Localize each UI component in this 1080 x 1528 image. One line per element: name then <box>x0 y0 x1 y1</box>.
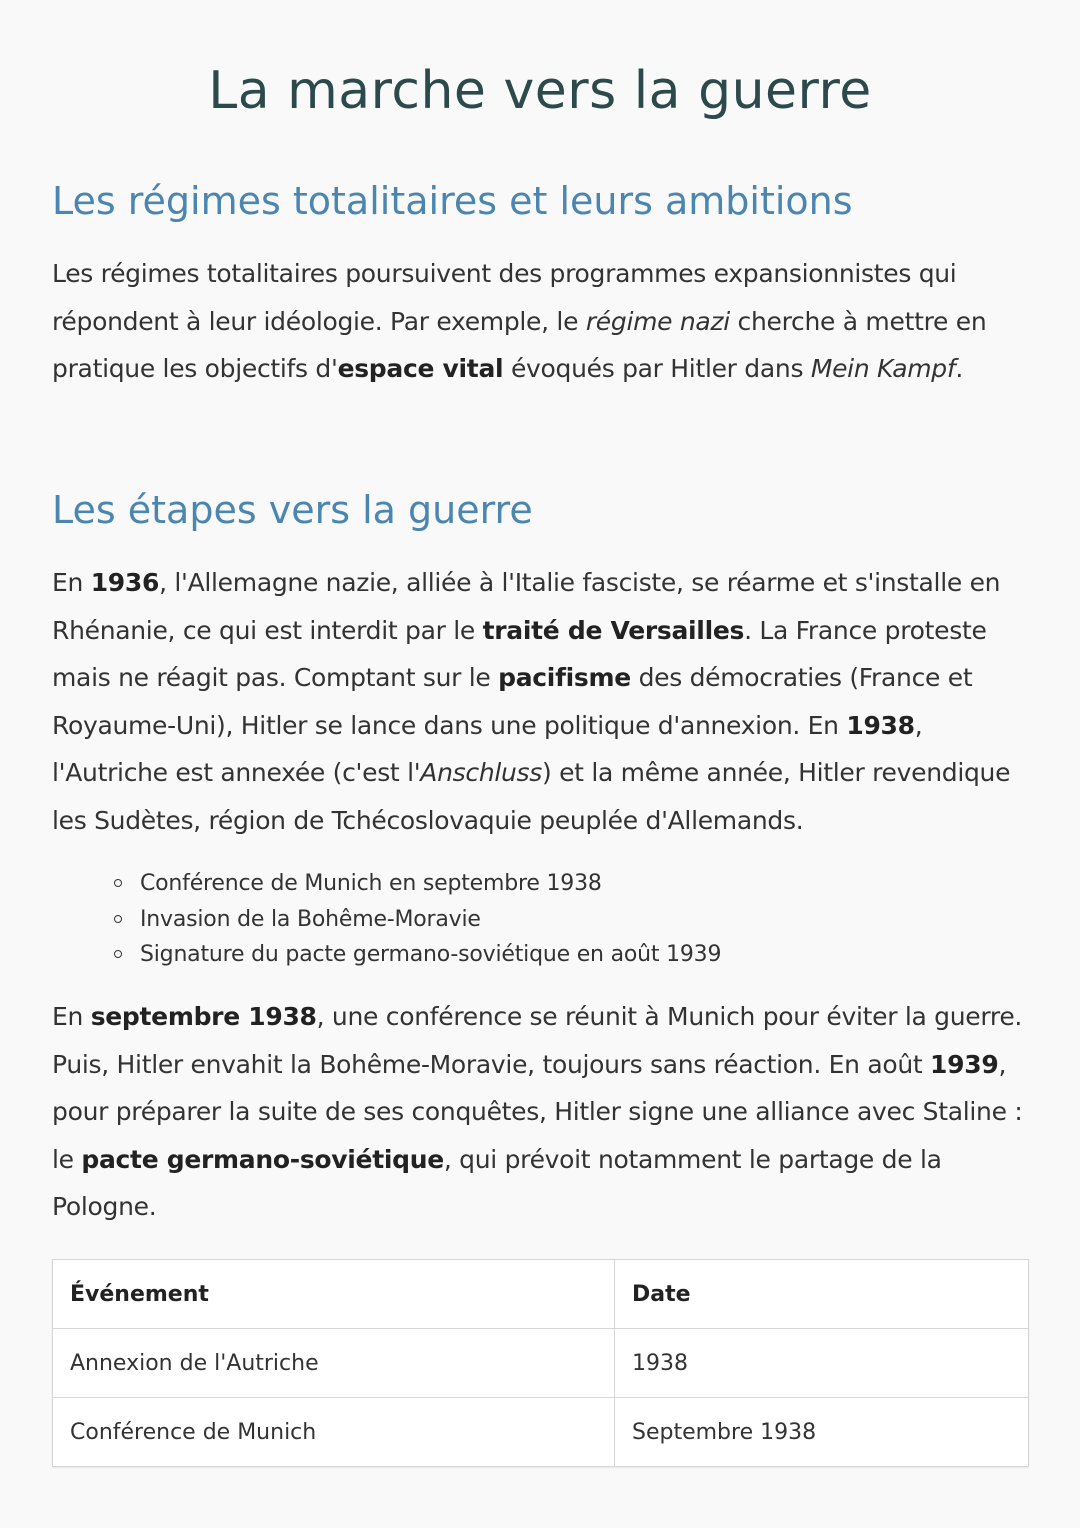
bold-term: septembre 1938 <box>90 1002 317 1031</box>
table-cell-date: 1938 <box>615 1329 1029 1398</box>
italic-term: régime nazi <box>585 306 730 336</box>
circle-bullet-icon <box>114 879 122 887</box>
table-cell-event: Annexion de l'Autriche <box>53 1329 615 1398</box>
column-header-date: Date <box>615 1260 1029 1329</box>
circle-bullet-icon <box>114 950 122 958</box>
text-run: En <box>52 568 91 597</box>
text-run: En <box>52 1002 91 1031</box>
text-run: , une conférence se réunit à Munich pour éviter la guerre. Puis, Hitler envahit la Bohême-Moravie, toujours sans réaction. En août <box>52 1002 1023 1079</box>
bold-term: 1938 <box>846 710 915 740</box>
table-cell-event: Conférence de Munich <box>53 1398 615 1467</box>
table-cell-date: Septembre 1938 <box>615 1398 1029 1467</box>
steps-list <box>138 866 721 973</box>
text-run: , pour préparer la suite de ses conquêtes, Hitler signe une alliance avec Staline : le <box>52 1049 1023 1174</box>
paragraph-steps <box>52 559 1028 844</box>
column-header-event: Événement <box>53 1260 615 1329</box>
text-run: . <box>955 354 964 383</box>
text-run: , l'Allemagne nazie, alliée à l'Italie fasciste, se réarme et s'installe en Rhénanie, ce qui est interdit par le <box>52 568 1001 645</box>
text-run: . La France proteste mais ne réagit pas. Comptant sur le <box>52 615 987 692</box>
list-item <box>138 902 721 938</box>
table-row <box>53 1398 1029 1467</box>
text-run: évoqués par Hitler dans <box>503 354 811 383</box>
section-heading-totalitarian: Les régimes totalitaires et leurs ambitions <box>52 179 853 223</box>
paragraph-totalitarian <box>52 250 1028 393</box>
bold-term: pacte germano-soviétique <box>81 1144 444 1174</box>
bold-term: traité de Versailles <box>482 615 745 645</box>
page-title: La marche vers la guerre <box>208 61 872 121</box>
list-item-text: Invasion de la Bohême-Moravie <box>140 906 481 932</box>
italic-term: Mein Kampf <box>810 354 956 383</box>
text-run: ) et la même année, Hitler revendique les Sudètes, région de Tchécoslovaquie peuplée d'Allemands. <box>52 758 1011 835</box>
text-run: Les régimes totalitaires poursuivent des programmes expansionnistes qui répondent à leur idéologie. Par exemple, le <box>52 259 957 336</box>
list-item-text: Conférence de Munich en septembre 1938 <box>140 871 602 896</box>
bold-term: pacifisme <box>498 663 631 692</box>
text-run: , qui prévoit notamment le partage de la Pologne. <box>52 1144 942 1221</box>
bold-term: espace vital <box>337 354 504 383</box>
bold-term: 1939 <box>930 1049 999 1079</box>
bold-term: 1936 <box>90 568 160 597</box>
table-row <box>53 1329 1029 1398</box>
italic-term: Anschluss <box>420 758 542 787</box>
text-run: des démocraties (France et Royaume-Uni), Hitler se lance dans une politique d'annexion. En <box>52 663 973 740</box>
text-run: , l'Autriche est annexée (c'est l' <box>52 710 923 787</box>
section-heading-steps: Les étapes vers la guerre <box>52 488 533 532</box>
list-item <box>138 866 721 902</box>
text-run: cherche à mettre en pratique les objectifs d' <box>52 306 987 383</box>
list-item-text: Signature du pacte germano-soviétique en août 1939 <box>140 942 722 967</box>
circle-bullet-icon <box>114 915 122 923</box>
paragraph-munich <box>52 993 1028 1231</box>
list-item <box>138 937 721 973</box>
events-table <box>52 1259 1029 1467</box>
table-header-row <box>53 1260 1029 1329</box>
